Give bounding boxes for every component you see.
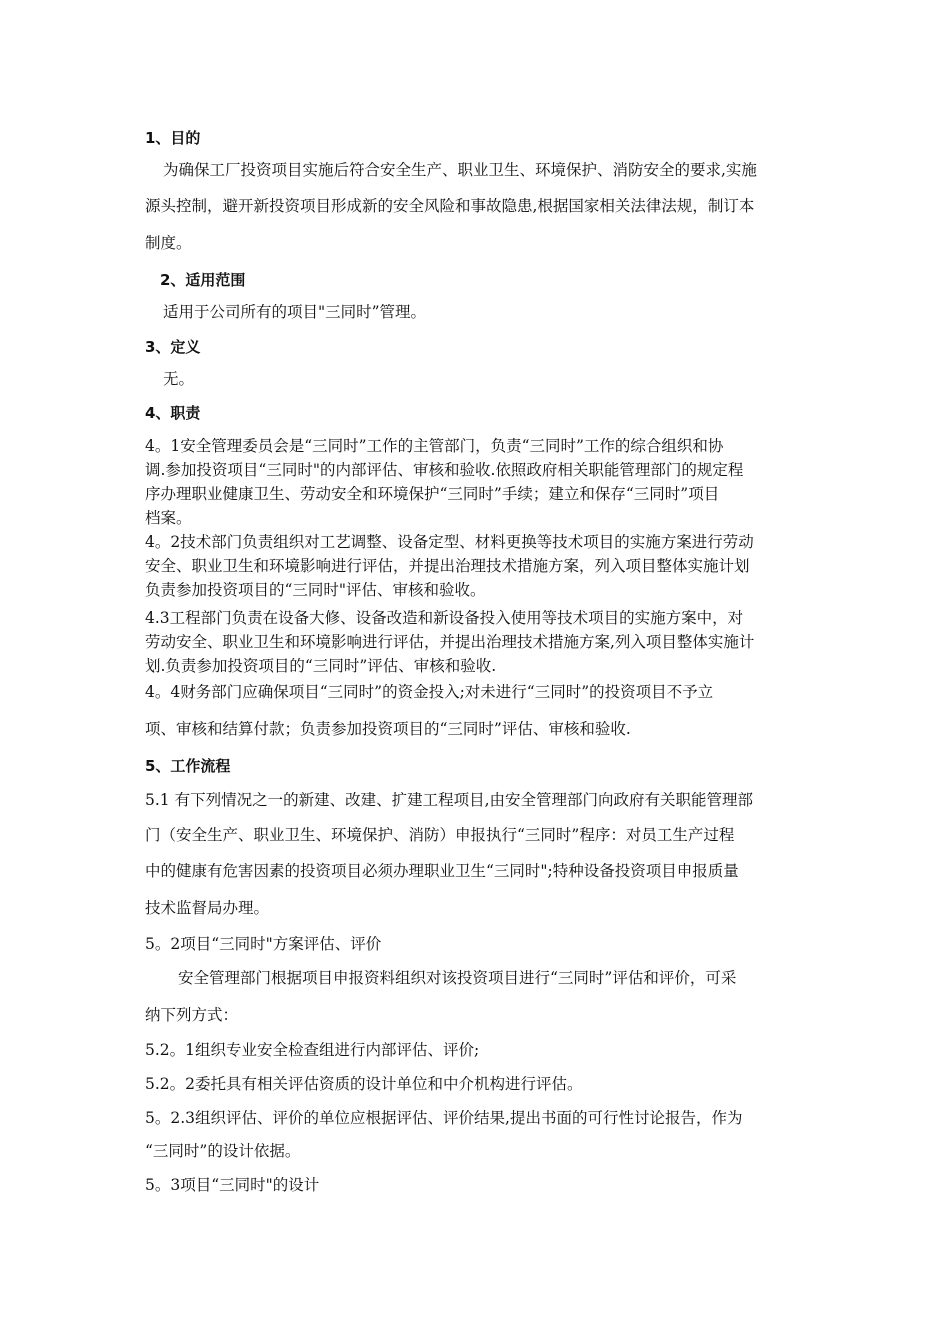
section-5-text: 5.2。1组织专业安全检查组进行内部评估、评价; <box>145 1041 480 1059</box>
section-5-text: 门（安全生产、职业卫生、环境保护、消防）申报执行“三同时”程序：对员工生产过程 <box>145 826 735 844</box>
section-5-text: 安全管理部门根据项目申报资料组织对该投资项目进行“三同时”评估和评价，可采 <box>178 969 737 987</box>
section-5-2-heading: 5。2项目“三同时"方案评估、评价 <box>145 935 382 953</box>
section-3-heading: 3、定义 <box>145 338 201 356</box>
section-4-text: 4。4财务部门应确保项目“三同时”的资金投入;对未进行“三同时”的投资项目不予立 <box>145 683 714 701</box>
section-5-text: 5。2.3组织评估、评价的单位应根据评估、评价结果,提出书面的可行性讨论报告，作为 <box>145 1109 743 1127</box>
section-4-text: 劳动安全、职业卫生和环境影响进行评估，并提出治理技术措施方案,列入项目整体实施计 <box>145 633 755 651</box>
section-1-heading: 1、目的 <box>145 129 201 147</box>
section-5-text: 5.1 有下列情况之一的新建、改建、扩建工程项目,由安全管理部门向政府有关职能管理部 <box>145 791 754 809</box>
section-5-text: 中的健康有危害因素的投资项目必须办理职业卫生“三同时";特种设备投资项目申报质量 <box>145 862 739 880</box>
section-1-text: 为确保工厂投资项目实施后符合安全生产、职业卫生、环境保护、消防安全的要求,实施 <box>163 161 757 179</box>
section-4-text: 序办理职业健康卫生、劳动安全和环境保护“三同时”手续；建立和保存“三同时”项目 <box>145 485 720 503</box>
section-2-heading: 2、适用范围 <box>160 271 246 289</box>
section-4-text: 调.参加投资项目“三同时"的内部评估、审核和验收.依照政府相关职能管理部门的规定程 <box>145 461 744 479</box>
section-4-text: 划.负责参加投资项目的“三同时”评估、审核和验收. <box>145 657 497 675</box>
section-5-text: 纳下列方式： <box>145 1006 239 1024</box>
section-4-text: 4。1安全管理委员会是“三同时”工作的主管部门，负责“三同时”工作的综合组织和协 <box>145 437 724 455</box>
section-4-text: 项、审核和结算付款；负责参加投资项目的“三同时”评估、审核和验收. <box>145 720 631 738</box>
section-4-heading: 4、职责 <box>145 404 201 422</box>
section-4-text: 4.3工程部门负责在设备大修、设备改造和新设备投入使用等技术项目的实施方案中，对 <box>145 609 744 627</box>
section-5-text: 技术监督局办理。 <box>145 899 270 917</box>
section-4-text: 档案。 <box>145 509 192 527</box>
section-5-text: 5.2。2委托具有相关评估资质的设计单位和中介机构进行评估。 <box>145 1075 583 1093</box>
section-2-text: 适用于公司所有的项目"三同时”管理。 <box>163 303 427 321</box>
section-1-text: 制度。 <box>145 234 192 252</box>
section-4-text: 安全、职业卫生和环境影响进行评估，并提出治理技术措施方案，列入项目整体实施计划 <box>145 557 750 575</box>
section-3-text: 无。 <box>163 370 195 388</box>
section-4-text: 4。2技术部门负责组织对工艺调整、设备定型、材料更换等技术项目的实施方案进行劳动 <box>145 533 754 551</box>
section-4-text: 负责参加投资项目的“三同时"评估、审核和验收。 <box>145 581 486 599</box>
section-1-text: 源头控制，避开新投资项目形成新的安全风险和事故隐患,根据国家相关法律法规，制订本 <box>145 197 755 215</box>
section-5-text: “三同时”的设计依据。 <box>145 1142 301 1160</box>
section-5-3-heading: 5。3项目“三同时"的设计 <box>145 1176 320 1194</box>
section-5-heading: 5、工作流程 <box>145 757 231 775</box>
